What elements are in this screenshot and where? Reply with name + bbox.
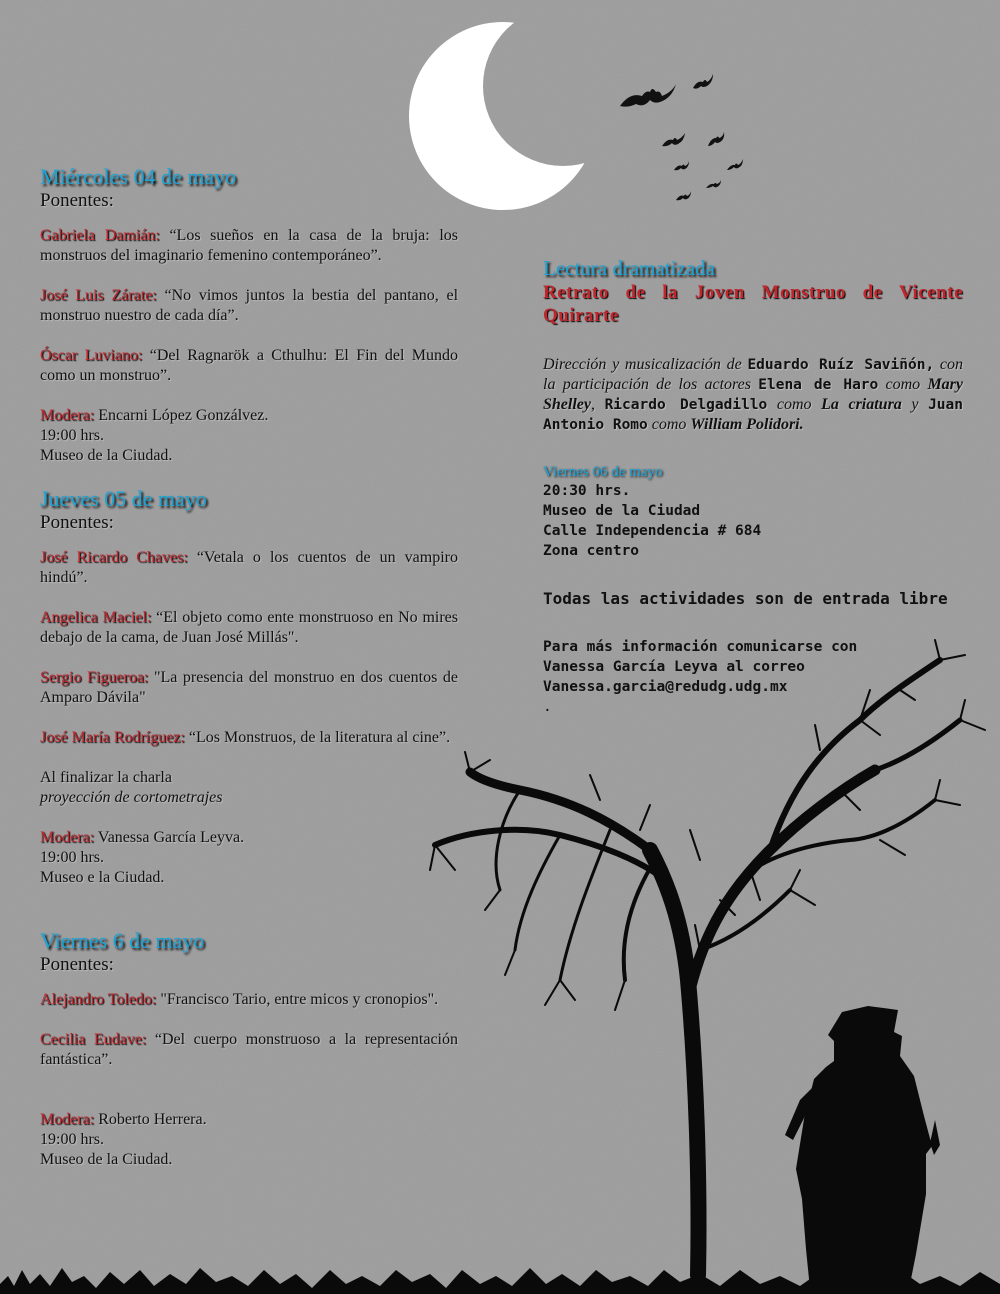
modera-label: Modera: xyxy=(40,1111,95,1128)
day-title: Jueves 05 de mayo xyxy=(40,486,207,511)
credits-text: y xyxy=(901,396,929,413)
talk-title: “No vimos juntos la bestia del pantano, el monstruo nuestro de cada día”. xyxy=(40,287,459,324)
modera-label: Modera: xyxy=(40,829,95,846)
moderator-line xyxy=(40,828,458,848)
talk-item xyxy=(40,548,458,588)
speaker-name: Gabriela Damián: xyxy=(40,227,160,244)
credits-text: con la participación de los actores xyxy=(543,356,964,393)
talk-item xyxy=(40,286,458,326)
info-line: Vanessa García Leyva al correo xyxy=(543,659,805,675)
credits-text: como xyxy=(878,376,928,393)
speaker-name: Cecilia Eudave: xyxy=(40,1031,147,1048)
event-place: Museo de la Ciudad. xyxy=(40,447,173,464)
role-name: La criatura xyxy=(821,396,902,413)
moderator-name: Encarni López Gonzálvez. xyxy=(94,407,269,424)
lectura-title: Lectura dramatizada xyxy=(543,256,715,280)
actor-name: Juan Antonio Romo xyxy=(543,397,963,433)
event-time: 20:30 hrs. xyxy=(543,483,631,499)
modera-label: Modera: xyxy=(40,407,95,424)
event-time: 19:00 hrs. xyxy=(40,427,104,444)
day-thursday xyxy=(40,486,458,888)
talk-item xyxy=(40,608,458,648)
actor-name: Elena de Haro xyxy=(758,377,879,393)
day-title: Miércoles 04 de mayo xyxy=(40,164,237,189)
talk-item xyxy=(40,226,458,266)
talk-item xyxy=(40,346,458,386)
finalizar-line: Al finalizar la charla xyxy=(40,769,172,786)
event-zone: Zona centro xyxy=(543,543,640,559)
speaker-name: José Luis Zárate: xyxy=(40,287,157,304)
event-time: 19:00 hrs. xyxy=(40,1131,104,1148)
talk-item xyxy=(40,728,458,748)
credits-text: como xyxy=(647,416,691,433)
day-friday xyxy=(40,928,458,1170)
speaker-name: Alejandro Toledo: xyxy=(40,991,157,1008)
play-title: Retrato de la Joven Monstruo de Vicente Quirarte xyxy=(543,282,963,326)
ponentes-heading: Ponentes: xyxy=(40,512,114,533)
free-entry-notice: Todas las actividades son de entrada libre xyxy=(543,589,948,608)
speaker-name: Sergio Figueroa: xyxy=(40,669,149,686)
talk-item xyxy=(40,990,458,1010)
event-place: Museo e la Ciudad. xyxy=(40,869,165,886)
event-time: 19:00 hrs. xyxy=(40,849,104,866)
proyeccion-line xyxy=(40,788,458,808)
event-place: Museo de la Ciudad. xyxy=(40,1151,173,1168)
speaker-name: José María Rodríguez: xyxy=(40,729,185,746)
talk-item xyxy=(40,668,458,708)
speaker-name: Óscar Luviano: xyxy=(40,347,143,364)
credits-paragraph xyxy=(543,355,963,435)
moderator-line xyxy=(40,406,458,426)
director-name: Eduardo Ruíz Saviñón, xyxy=(747,357,935,373)
talk-item xyxy=(40,1030,458,1070)
info-line: Para más información comunicarse con xyxy=(543,639,858,655)
moderator-name: Vanessa García Leyva. xyxy=(94,829,245,846)
talk-title: "Francisco Tario, entre micos y cronopios". xyxy=(156,991,439,1008)
program-right-column xyxy=(543,255,963,717)
ponentes-heading: Ponentes: xyxy=(40,954,114,975)
moderator-line xyxy=(40,1110,458,1130)
day-wednesday xyxy=(40,164,458,466)
talk-title: “Los sueños en la casa de la bruja: los monstruos del imaginario femenino contemporáneo”. xyxy=(40,227,458,264)
role-name: William Polidori. xyxy=(690,416,804,433)
credits-text: , xyxy=(591,396,605,413)
program-left-column xyxy=(40,164,458,1170)
speaker-name: Angelica Maciel: xyxy=(40,609,152,626)
actor-name: Ricardo Delgadillo xyxy=(604,397,768,413)
role-name: Mary Shelley xyxy=(543,376,964,413)
talk-title: “Del cuerpo monstruoso a la representación fantástica”. xyxy=(40,1031,458,1068)
talk-title: “Los Monstruos, de la literatura al cine”. xyxy=(184,729,451,746)
speaker-name: José Ricardo Chaves: xyxy=(40,549,188,566)
talk-title: “Vetala o los cuentos de un vampiro hindú”. xyxy=(40,549,459,586)
talk-title: “Del Ragnarök a Cthulhu: El Fin del Mundo como un monstruo”. xyxy=(40,347,458,384)
talk-title: “El objeto como ente monstruoso en No mires debajo de la cama, de Juan José Millás". xyxy=(40,609,458,646)
ponentes-heading: Ponentes: xyxy=(40,190,114,211)
contact-email: Vanessa.garcia@redudg.udg.mx xyxy=(543,679,788,695)
day-title: Viernes 6 de mayo xyxy=(40,928,205,953)
talk-title: "La presencia del monstruo en dos cuentos de Amparo Dávila" xyxy=(40,669,458,706)
trailing-dot: . xyxy=(543,699,552,715)
event-date: Viernes 06 de mayo xyxy=(543,464,663,480)
proyeccion-text: proyección de cortometrajes xyxy=(40,789,223,806)
event-street: Calle Independencia # 684 xyxy=(543,523,762,539)
moderator-name: Roberto Herrera. xyxy=(94,1111,207,1128)
event-place: Museo de la Ciudad xyxy=(543,503,701,519)
credits-text: como xyxy=(767,396,822,413)
credits-text: Dirección y musicalización de xyxy=(543,356,748,373)
